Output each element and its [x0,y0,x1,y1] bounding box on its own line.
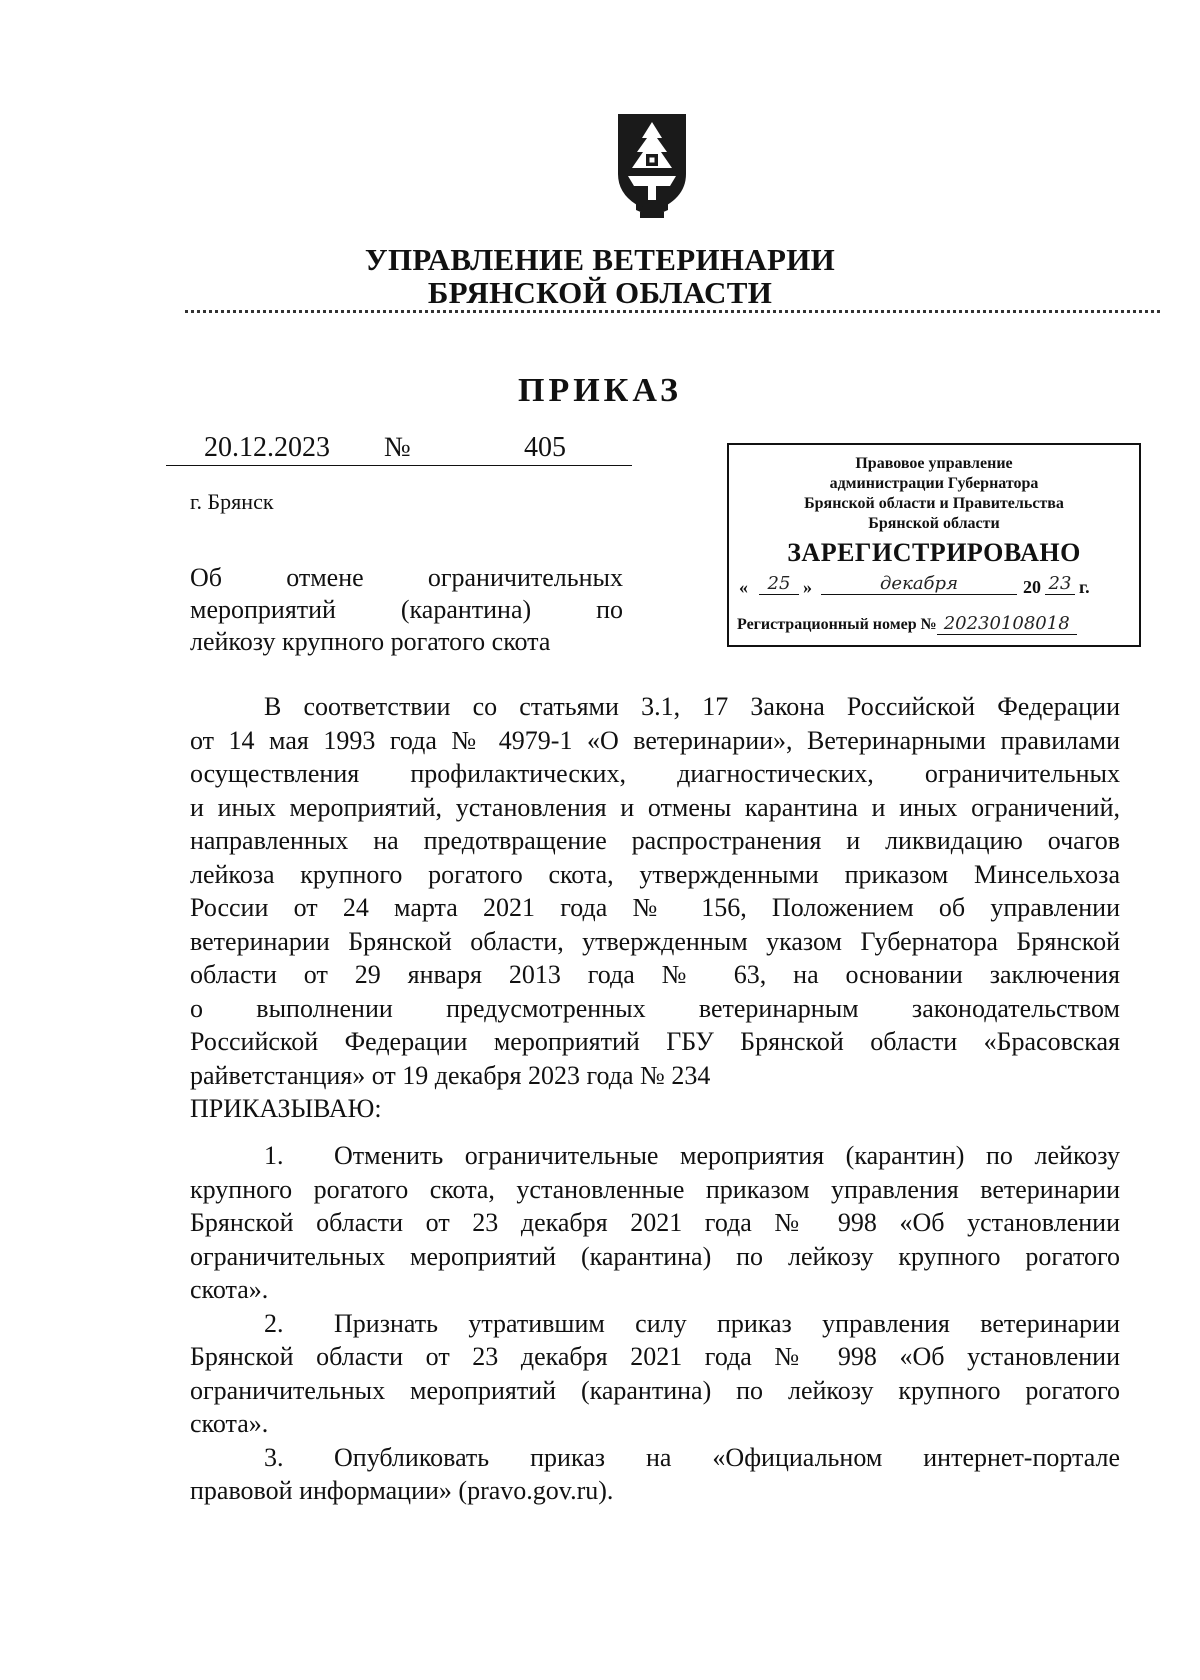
document-subject [190,562,623,658]
order-item-number: 2. [264,1308,284,1338]
date-number-row [166,432,632,466]
subject-line: Об отмене ограничительных [190,563,623,592]
order-item-line: скота». [190,1409,269,1438]
preamble-line: от 14 мая 1993 года № 4979-1 «О ветеринарии», Ветеринарными правилами [190,725,1120,755]
stamp-year-prefix: 20 [1023,577,1041,597]
preamble-line: о выполнении предусмотренных ветеринарным законодательством [190,993,1120,1023]
stamp-year-unit: г. [1079,577,1090,597]
order-item-number: 1. [264,1141,284,1170]
stamp-day: 25 [759,573,799,595]
order-item-first-line: 2. Признать утратившим силу приказ управления ветеринарии [190,1307,1120,1341]
stamp-reg-number: 20230108018 [937,613,1077,635]
order-item-line: ограничительных мероприятий (карантина) по лейкозу крупного рогатого [190,1241,1120,1271]
order-items [190,1139,1120,1508]
registration-stamp [727,443,1141,647]
document-date: 20.12.2023 [204,432,330,463]
order-item-first-line: 3. Опубликовать приказ на «Официальном интернет-портале [190,1441,1120,1475]
stamp-line: Брянской области и Правительства [804,495,1064,512]
date-underline [166,465,632,466]
stamp-reg-label: Регистрационный номер № [737,616,937,633]
organization-name-line-2: БРЯНСКОЙ ОБЛАСТИ [427,275,773,310]
preamble-line: В соответствии со статьями 3.1, 17 Закона Российской Федерации [264,692,1120,721]
subject-line: мероприятий (карантина) по [190,595,623,624]
preamble-line: ветеринарии Брянской области, утвержденным указом Губернатора Брянской [190,926,1120,956]
stamp-line: Правовое управление [855,455,1013,472]
stamp-registration-number [737,613,1133,635]
preamble-line: Российской Федерации мероприятий ГБУ Брянской области «Брасовская [190,1027,1120,1056]
document-number: 405 [524,432,566,463]
order-item-line: ограничительных мероприятий (карантина) по лейкозу крупного рогатого [190,1375,1120,1405]
document-title: ПРИКАЗ [518,372,682,409]
order-word: ПРИКАЗЫВАЮ: [190,1094,382,1123]
preamble-line: направленных на предотвращение распространения и ликвидацию очагов [190,826,1120,855]
bryansk-coat-of-arms-icon [614,108,690,222]
order-item-3 [190,1441,1120,1508]
number-sign: № [384,432,411,463]
stamp-line: администрации Губернатора [829,475,1039,492]
preamble-line: лейкоза крупного рогатого скота, утвержденными приказом Минсельхоза [190,859,1120,889]
stamp-year-suffix: 23 [1045,573,1075,595]
order-item-line: правовой информации» (pravo.gov.ru). [190,1476,614,1505]
organization-name-line-1: УПРАВЛЕНИЕ ВЕТЕРИНАРИИ [364,242,836,277]
preamble-line: России от 24 марта 2021 года № 156, Положением об управлении [190,893,1120,922]
preamble [190,690,1120,1126]
stamp-registered: ЗАРЕГИСТРИРОВАНО [787,538,1081,567]
order-item-line: крупного рогатого скота, установленные приказом управления ветеринарии [190,1174,1120,1204]
order-item-first-line: 1. Отменить ограничительные мероприятия (карантин) по лейкозу [190,1139,1120,1173]
preamble-line: райветстанция» от 19 декабря 2023 года № 234 [190,1060,711,1090]
preamble-line: области от 29 января 2013 года № 63, на основании заключения [190,960,1120,989]
order-item-number: 3. [264,1442,284,1472]
order-item-line: Брянской области от 23 декабря 2021 года № 998 «Об установлении [190,1342,1120,1371]
header-divider [185,310,1160,313]
stamp-line: Брянской области [868,515,1000,532]
order-item-1 [190,1139,1120,1307]
preamble-line: и иных мероприятий, установления и отмены карантина и иных ограничений, [190,792,1120,822]
subject-line: лейкозу крупного рогатого скота [190,627,551,656]
stamp-date: « 25 » декабря 20 23 г. [739,573,1090,597]
order-item-line: Брянской области от 23 декабря 2021 года № 998 «Об установлении [190,1208,1120,1237]
stamp-month: декабря [821,573,1017,595]
document-city: г. Брянск [190,489,274,514]
order-item-2 [190,1307,1120,1441]
preamble-line: осуществления профилактических, диагностических, ограничительных [190,759,1120,788]
order-item-line: скота». [190,1275,269,1304]
